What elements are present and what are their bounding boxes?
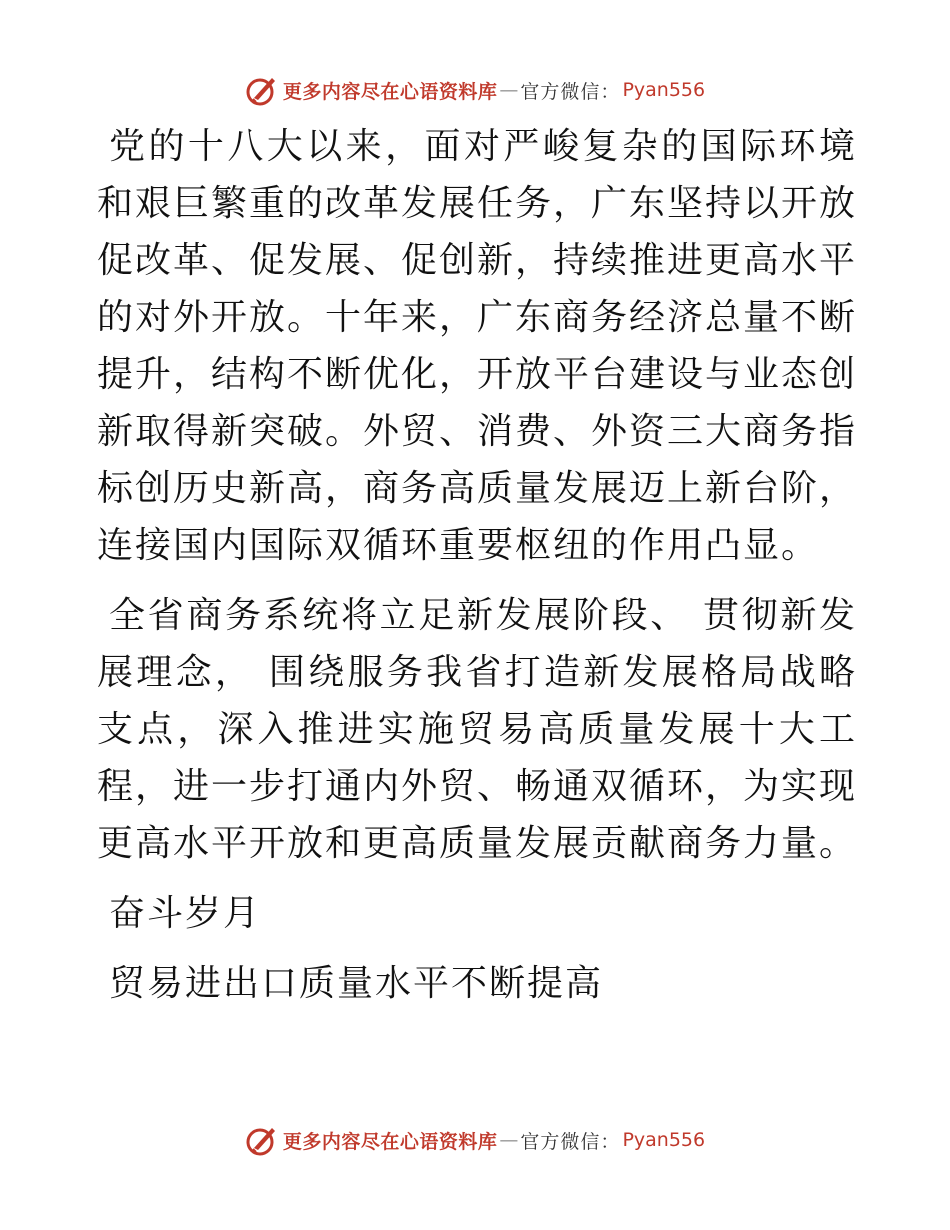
watermark-wechat-id: Pyan556 [622,1129,706,1151]
watermark-dash: — [499,79,519,101]
paragraph-commitment: 全省商务系统将立足新发展阶段、 贯彻新发展理念， 围绕服务我省打造新发展格局战略支点，深入推进实施贸易高质量发展十大工程，进一步打通内外贸、畅通双循环，为实现更高水平开放和更高质量发展贡献商务力量。 [97,595,858,864]
watermark-label: 官方微信： [520,80,621,103]
watermark-brand: 更多内容尽在心语资料库 [282,1130,498,1153]
watermark-dash: — [499,1129,519,1151]
document-body [97,118,857,1012]
paragraph-achievements: 党的十八大以来，面对严峻复杂的国际环境和艰巨繁重的改革发展任务，广东坚持以开放促改革、促发展、促创新，持续推进更高水平的对外开放。十年来，广东商务经济总量不断提升，结构不断优化，开放平台建设与业态创新取得新突破。外贸、消费、外资三大商务指标创历史新高，商务高质量发展迈上新台阶，连接国内国际双循环重要枢纽的作用凸显。 [97,126,858,566]
footer-watermark [0,1120,950,1160]
subsection-title: 贸易进出口质量水平不断提高 [109,963,604,1004]
watermark-wechat-id: Pyan556 [622,79,706,101]
quill-logo-icon [245,1123,279,1157]
header-watermark [0,70,950,110]
section-title: 奋斗岁月 [109,893,262,934]
watermark-brand: 更多内容尽在心语资料库 [282,80,498,103]
watermark-label: 官方微信： [520,1130,621,1153]
quill-logo-icon [245,73,279,107]
